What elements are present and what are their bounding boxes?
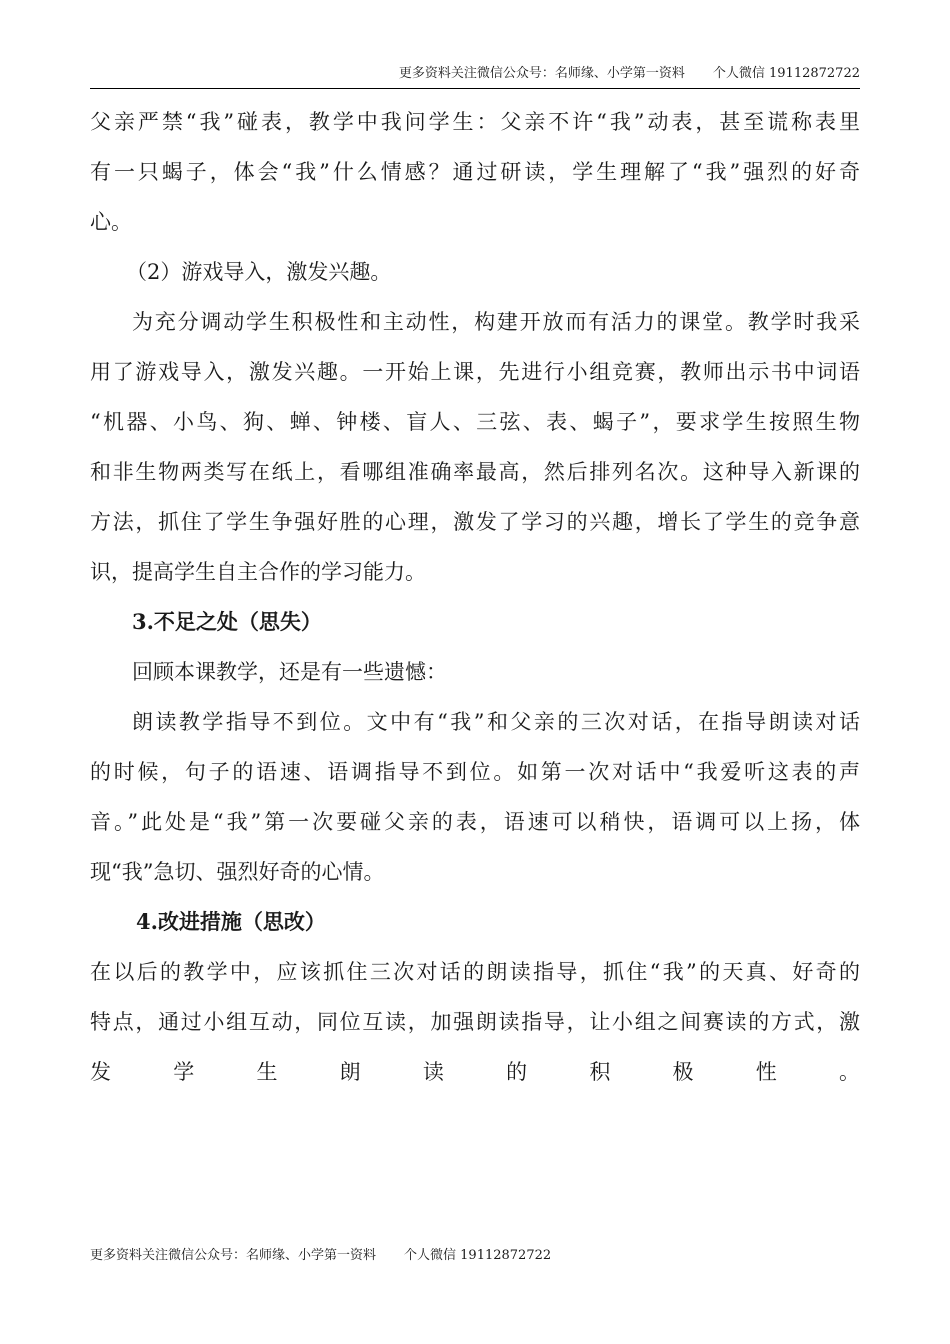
paragraph-line: 方法，抓住了学生争强好胜的心理，激发了学习的兴趣，增长了学生的竞争意 [90, 510, 860, 534]
last-line-char: 读 [422, 1060, 444, 1084]
subheading: （2）游戏导入，激发兴趣。 [126, 260, 392, 284]
paragraph-last-line [90, 1047, 860, 1097]
paragraph-line: 和非生物两类写在纸上，看哪组准确率最高，然后排列名次。这种导入新课的 [90, 460, 860, 484]
paragraph-line: 在以后的教学中，应该抓住三次对话的朗读指导，抓住“我”的天真、好奇的 [90, 960, 860, 984]
header-wechat: 个人微信 19112872722 [712, 66, 860, 81]
header-text: 更多资料关注微信公众号：名师缘、小学第一资料 [398, 66, 685, 81]
footer-wechat: 个人微信 19112872722 [404, 1248, 552, 1263]
paragraph-line: 回顾本课教学，还是有一些遗憾： [132, 660, 447, 684]
paragraph-line: 心。 [90, 210, 132, 234]
paragraph-line: “机器、小鸟、狗、蝉、钟楼、盲人、三弦、表、蝎子”，要求学生按照生物 [90, 410, 860, 434]
paragraph-line: 特点，通过小组互动，同位互读，加强朗读指导，让小组之间赛读的方式，激 [90, 1010, 860, 1034]
header-divider [90, 88, 860, 89]
paragraph-line: 有一只蝎子，体会“我”什么情感？通过研读，学生理解了“我”强烈的好奇 [90, 160, 860, 184]
last-line-char: 生 [256, 1060, 278, 1084]
paragraph-line: 父亲严禁“我”碰表，教学中我问学生：父亲不许“我”动表，甚至谎称表里 [90, 110, 860, 134]
last-line-char: 积 [589, 1060, 611, 1084]
paragraph-line: 音。”此处是“我”第一次要碰父亲的表，语速可以稍快，语调可以上扬，体 [90, 810, 860, 834]
paragraph-line: 的时候，句子的语速、语调指导不到位。如第一次对话中“我爱听这表的声 [90, 760, 860, 784]
last-line-char: 。 [838, 1060, 860, 1084]
last-line-char: 性 [755, 1060, 777, 1084]
paragraph-line: 识，提高学生自主合作的学习能力。 [90, 560, 426, 584]
paragraph-line: 现“我”急切、强烈好奇的心情。 [90, 860, 385, 884]
page-header [90, 64, 860, 84]
paragraph-line: 为充分调动学生积极性和主动性，构建开放而有活力的课堂。教学时我采 [132, 310, 860, 334]
paragraph-line: 朗读教学指导不到位。文中有“我”和父亲的三次对话，在指导朗读对话 [132, 710, 860, 734]
last-line-char: 的 [506, 1060, 528, 1084]
footer-text: 更多资料关注微信公众号：名师缘、小学第一资料 [90, 1248, 377, 1263]
paragraph-line: 用了游戏导入，激发兴趣。一开始上课，先进行小组竞赛，教师出示书中词语 [90, 360, 860, 384]
last-line-char: 极 [672, 1060, 694, 1084]
section-heading: 4.改进措施（思改） [136, 909, 326, 934]
last-line-char: 发 [90, 1060, 111, 1084]
document-body [90, 97, 860, 1097]
section-heading: 3.不足之处（思失） [132, 609, 322, 634]
last-line-char: 学 [173, 1060, 195, 1084]
page-footer [90, 1246, 551, 1266]
last-line-char: 朗 [339, 1060, 361, 1084]
